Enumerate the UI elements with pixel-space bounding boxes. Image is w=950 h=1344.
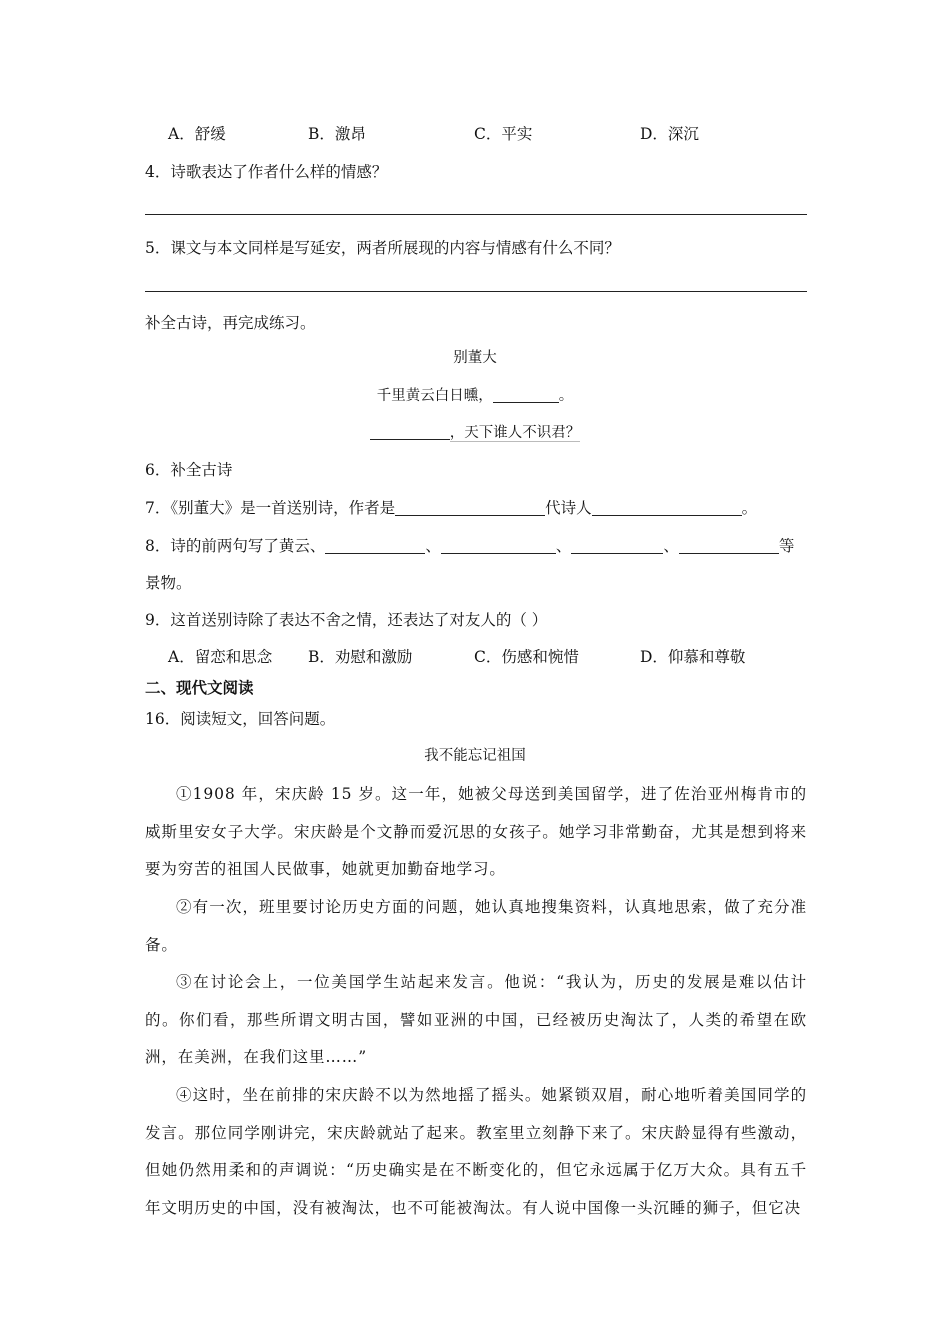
poem-line-1-text: 千里黄云白日曛，: [376, 388, 493, 404]
q8-blank-2[interactable]: [441, 537, 556, 554]
q7-mid: 代诗人: [545, 499, 592, 517]
answer-line-4[interactable]: [145, 214, 807, 215]
article-paragraph-4: ④这时，坐在前排的宋庆龄不以为然地摇了摇头。她紧锁双眉，耐心地听着美国同学的发言。那位同学刚讲完，宋庆龄就站了起来。教室里立刻静下来了。宋庆龄显得有些激动，但她仍然用柔和的声调说：“历史确实是在不断变化的，但它永远属于亿万大众。具有五千年文明历史的中国，没有被淘汰，也不可能被淘汰。有人说中国像一头沉睡的狮子，但它决: [145, 1086, 807, 1217]
q8-sep-1: 、: [425, 537, 441, 555]
q7-suffix: 。: [741, 499, 758, 517]
question-16: 16．阅读短文，回答问题。: [145, 710, 336, 728]
question-9: 9．这首送别诗除了表达不舍之情，还表达了对友人的（ ）: [145, 611, 548, 629]
q7-blank-dynasty[interactable]: [395, 499, 545, 516]
question-6: 6．补全古诗: [145, 461, 233, 479]
q9-option-c[interactable]: C．伤感和惋惜: [474, 648, 579, 666]
q8-blank-4[interactable]: [679, 537, 779, 554]
question-8: [145, 536, 794, 556]
question-7: [145, 498, 757, 518]
q8-suffix: 等: [778, 537, 795, 555]
poem-line-2: [0, 423, 950, 443]
q3-option-c[interactable]: C．平实: [474, 125, 533, 143]
q3-option-b[interactable]: B．激昂: [308, 125, 366, 143]
article-title: 我不能忘记祖国: [424, 748, 526, 764]
answer-line-5[interactable]: [145, 291, 807, 292]
q8-sep-2: 、: [555, 537, 572, 555]
poem-line-1: [0, 386, 950, 406]
q9-option-a[interactable]: A．留恋和思念: [168, 648, 273, 666]
q3-option-d[interactable]: D．深沉: [640, 125, 699, 143]
q7-blank-poet[interactable]: [592, 499, 742, 516]
q7-prefix: 7．《别董大》是一首送别诗，作者是: [145, 499, 396, 517]
article-paragraph-2: ②有一次，班里要讨论历史方面的问题，她认真地搜集资料，认真地思索，做了充分准备。: [145, 898, 807, 954]
q8-blank-1[interactable]: [325, 537, 425, 554]
question-4: 4．诗歌表达了作者什么样的情感？: [145, 163, 388, 181]
poem-blank-2[interactable]: [370, 423, 450, 440]
q8-sep-3: 、: [663, 537, 679, 555]
poem-line-1-end: 。: [558, 388, 574, 404]
q8-prefix: 8．诗的前两句写了黄云、: [145, 537, 326, 555]
section-heading: 二、现代文阅读: [145, 679, 254, 697]
poem-title: 别董大: [453, 350, 497, 366]
article-paragraph-3: ③在讨论会上，一位美国学生站起来发言。他说：“我认为，历史的发展是难以估计的。你们看，那些所谓文明古国，譬如亚洲的中国，已经被历史淘汰了，人类的希望在欧洲，在美洲，在我们这里……”: [145, 973, 807, 1066]
q9-option-d[interactable]: D．仰慕和尊敬: [640, 648, 746, 666]
question-5: 5．课文与本文同样是写延安，两者所展现的内容与情感有什么不同？: [145, 239, 620, 257]
poem-instruction: 补全古诗，再完成练习。: [145, 314, 316, 332]
q8-blank-3[interactable]: [571, 537, 663, 554]
poem-line-2-text: ，天下谁人不识君？: [449, 425, 581, 441]
q9-option-b[interactable]: B．劝慰和激励: [308, 648, 413, 666]
question-8-continued: 景物。: [145, 574, 192, 592]
article-paragraph-1: ①1908 年，宋庆龄 15 岁。这一年，她被父母送到美国留学，进了佐治亚州梅肯市的威斯里安女子大学。宋庆龄是个文静而爱沉思的女孩子。她学习非常勤奋，尤其是想到将来要为穷苦的祖国人民做事，她就更加勤奋地学习。: [145, 785, 807, 878]
poem-blank-1[interactable]: [493, 386, 559, 403]
q3-option-a[interactable]: A．舒缓: [168, 125, 226, 143]
